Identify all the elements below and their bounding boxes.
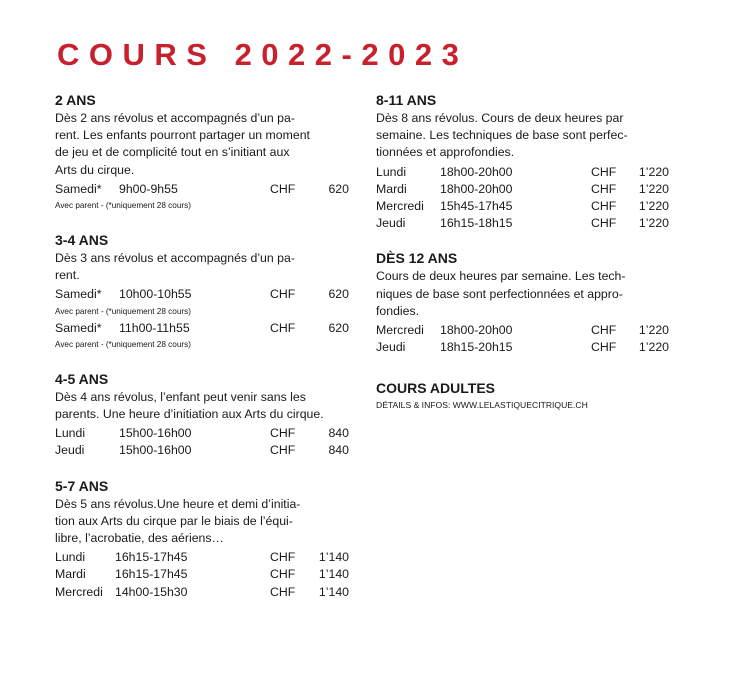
schedule-currency: CHF (591, 340, 617, 355)
course-section (55, 371, 355, 460)
schedule-row (376, 164, 686, 181)
schedule-day: Jeudi (376, 340, 406, 355)
schedule-row (55, 181, 355, 198)
schedule-row (55, 549, 355, 566)
schedule-currency: CHF (591, 216, 617, 231)
schedule-currency: CHF (270, 181, 296, 196)
course-section (376, 250, 686, 356)
schedule-price: 1’220 (638, 181, 669, 196)
schedule-day: Lundi (55, 550, 86, 565)
schedule-currency: CHF (270, 550, 296, 565)
adults-heading: COURS ADULTES (376, 380, 495, 397)
section-description: Dès 5 ans révolus.Une heure et demi d’initia- tion aux Arts du cirque par le biais de l’équi- libre, l’acrobatie, des aériens… (55, 496, 301, 545)
schedule-row (55, 320, 355, 337)
course-section (55, 478, 355, 601)
schedule-row (55, 425, 355, 442)
schedule-currency: CHF (270, 287, 296, 302)
schedule-time: 9h00-9h55 (119, 181, 178, 196)
page-title: COURS 2022-2023 (57, 37, 469, 72)
section-heading: 3-4 ANS (55, 232, 109, 248)
schedule-currency: CHF (591, 198, 617, 213)
schedule-day: Jeudi (376, 216, 406, 231)
schedule-price: 1’220 (638, 322, 669, 337)
schedule-row (55, 442, 355, 459)
schedule-note: Avec parent - (*uniquement 28 cours) (55, 339, 191, 349)
schedule-price: 620 (328, 181, 349, 196)
schedule-price: 620 (328, 287, 349, 302)
schedule-day: Mercredi (376, 198, 424, 213)
schedule-currency: CHF (270, 567, 296, 582)
schedule-row (55, 584, 355, 601)
schedule-day: Jeudi (55, 443, 85, 458)
schedule-day: Samedi* (55, 181, 102, 196)
schedule-day: Samedi* (55, 320, 102, 335)
section-description: Cours de deux heures par semaine. Les tech- niques de base sont perfectionnées et appro- fondies. (376, 269, 626, 318)
course-section (55, 232, 355, 353)
schedule-time: 18h00-20h00 (440, 181, 513, 196)
schedule-time: 14h00-15h30 (115, 584, 188, 599)
schedule-price: 1’140 (318, 584, 349, 599)
schedule-row (55, 286, 355, 303)
section-description: Dès 8 ans révolus. Cours de deux heures par semaine. Les techniques de base sont perfec- tionnées et approfondies. (376, 111, 628, 160)
schedule-price: 840 (328, 443, 349, 458)
schedule-price: 840 (328, 426, 349, 441)
schedule-time: 18h00-20h00 (440, 322, 513, 337)
adults-info: DÉTAILS & INFOS: WWW.LELASTIQUECITRIQUE.CH (376, 400, 588, 411)
section-description: Dès 2 ans révolus et accompagnés d’un pa- rent. Les enfants pourront partager un moment de jeu et de complicité tout en s’initiant aux Arts du cirque. (55, 111, 310, 177)
schedule-row (55, 566, 355, 583)
adults-section (376, 380, 686, 411)
schedule-row (376, 322, 686, 339)
schedule-currency: CHF (270, 584, 296, 599)
schedule-price: 620 (328, 320, 349, 335)
section-heading: 2 ANS (55, 92, 96, 108)
schedule-currency: CHF (270, 320, 296, 335)
section-heading: 8-11 ANS (376, 92, 437, 108)
section-heading: DÈS 12 ANS (376, 250, 458, 267)
schedule-row (376, 198, 686, 215)
schedule-time: 16h15-18h15 (440, 216, 513, 231)
schedule-price: 1’220 (638, 340, 669, 355)
course-section (55, 92, 355, 214)
section-description: Dès 3 ans révolus et accompagnés d’un pa- rent. (55, 251, 295, 283)
schedule-row (376, 339, 686, 356)
schedule-day: Lundi (55, 426, 86, 441)
schedule-note: Avec parent - (*uniquement 28 cours) (55, 201, 191, 210)
section-description: Dès 4 ans révolus, l’enfant peut venir sans les parents. Une heure d’initiation aux Arts du cirque. (55, 389, 324, 421)
schedule-currency: CHF (591, 181, 617, 196)
left-column (55, 92, 355, 619)
schedule-day: Mardi (55, 567, 86, 582)
schedule-day: Samedi* (55, 287, 102, 302)
schedule-time: 15h45-17h45 (440, 198, 513, 213)
schedule-price: 1’220 (638, 198, 669, 213)
schedule-time: 10h00-10h55 (119, 287, 192, 302)
schedule-currency: CHF (591, 322, 617, 337)
schedule-price: 1’220 (638, 164, 669, 179)
schedule-price: 1’220 (638, 216, 669, 231)
schedule-time: 16h15-17h45 (115, 550, 188, 565)
schedule-time: 11h00-11h55 (119, 320, 190, 335)
schedule-time: 18h00-20h00 (440, 164, 513, 179)
schedule-note: Avec parent - (*uniquement 28 cours) (55, 306, 191, 316)
course-section (376, 92, 686, 232)
schedule-price: 1’140 (318, 550, 349, 565)
schedule-row (376, 215, 686, 232)
schedule-row (376, 181, 686, 198)
schedule-time: 15h00-16h00 (119, 443, 192, 458)
schedule-currency: CHF (270, 426, 296, 441)
right-column (376, 92, 686, 429)
schedule-day: Mercredi (376, 322, 424, 337)
schedule-time: 15h00-16h00 (119, 426, 192, 441)
section-heading: 4-5 ANS (55, 370, 109, 387)
schedule-price: 1’140 (318, 567, 349, 582)
section-heading: 5-7 ANS (55, 477, 109, 494)
schedule-time: 16h15-17h45 (115, 567, 188, 582)
schedule-day: Lundi (376, 164, 407, 179)
schedule-day: Mercredi (55, 584, 103, 599)
schedule-currency: CHF (270, 443, 296, 458)
schedule-day: Mardi (376, 181, 407, 196)
schedule-currency: CHF (591, 164, 617, 179)
schedule-time: 18h15-20h15 (440, 340, 513, 355)
